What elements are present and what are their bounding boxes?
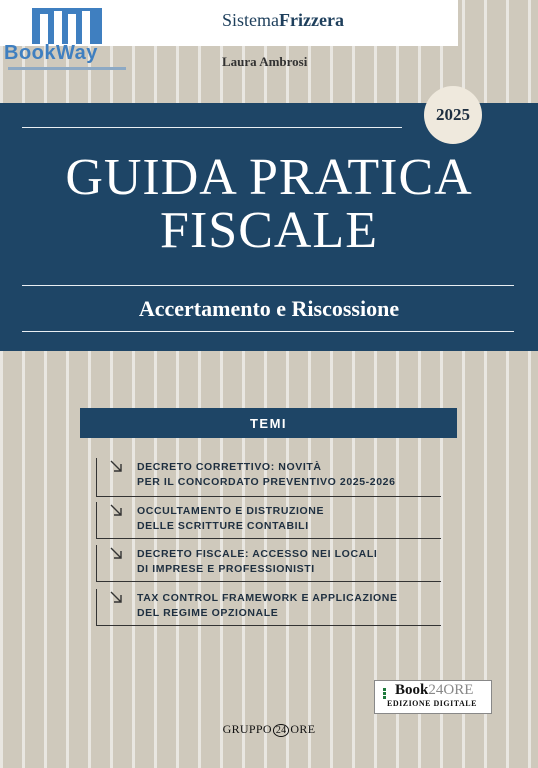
series-brand: SistemaFrizzera	[222, 10, 344, 30]
rule	[22, 331, 514, 332]
bookway-logo	[2, 6, 130, 76]
topic-item	[96, 502, 441, 539]
book-subtitle: Accertamento e Riscossione	[138, 296, 400, 321]
publisher-logo: GRUPPO 24 ORE	[222, 722, 316, 736]
rule	[22, 127, 402, 128]
arrow-down-right-icon	[109, 590, 123, 604]
book-title-line-1: GUIDA PRATICA	[65, 149, 473, 206]
arrow-down-right-icon	[109, 459, 123, 473]
logo-wordmark: BookWay	[4, 42, 98, 64]
arrow-down-right-icon	[109, 546, 123, 560]
logo-tagline	[8, 67, 126, 70]
rule	[22, 285, 514, 286]
topics-heading: TEMI	[80, 408, 457, 438]
book24ore-wordmark: Book24ORE	[395, 682, 474, 698]
digital-edition-label: EDIZIONE DIGITALE	[387, 699, 477, 708]
topic-text: TAX CONTROL FRAMEWORK E APPLICAZIONE DEL REGIME OPZIONALE	[137, 592, 398, 619]
year-badge: 2025	[424, 86, 482, 144]
topic-text: OCCULTAMENTO E DISTRUZIONE DELLE SCRITTURE CONTABILI	[137, 505, 325, 532]
arrow-down-right-icon	[109, 503, 123, 517]
author-name: Laura Ambrosi	[222, 54, 308, 69]
book-title-line-2: FISCALE	[160, 202, 378, 259]
dots-icon	[383, 688, 386, 700]
topic-text: DECRETO CORRETTIVO: NOVITÀ PER IL CONCORDATO PREVENTIVO 2025-2026	[137, 461, 396, 488]
bookshelf-icon	[32, 8, 102, 44]
topic-item	[96, 545, 441, 582]
book24ore-badge	[374, 680, 492, 714]
topic-text: DECRETO FISCALE: ACCESSO NEI LOCALI DI IMPRESE E PROFESSIONISTI	[137, 548, 378, 575]
topic-item	[96, 589, 441, 626]
topic-item	[96, 458, 441, 497]
